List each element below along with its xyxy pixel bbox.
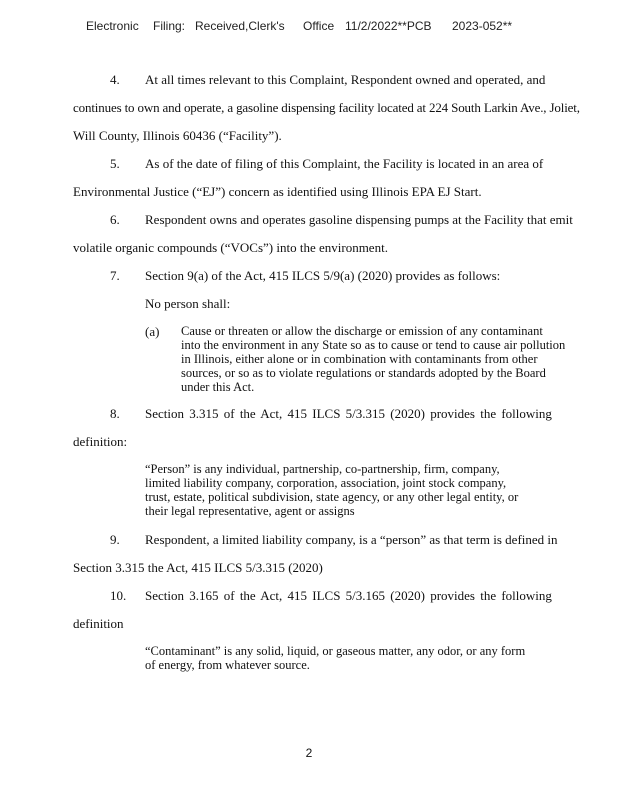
paragraph-7-line: Section 9(a) of the Act, 415 ILCS 5/9(a) (2020) provides as follows: bbox=[145, 268, 501, 283]
header-received: Received,Clerk's bbox=[195, 19, 285, 33]
paragraph-8-line: Section 3.315 of the Act, 415 ILCS 5/3.315 (2020) provides the following bbox=[145, 406, 552, 421]
paragraph-4-line: Will County, Illinois 60436 (“Facility”). bbox=[73, 128, 282, 143]
paragraph-5-line: As of the date of filing of this Complaint, the Facility is located in an area of bbox=[145, 156, 544, 171]
quoted-definition-contaminant bbox=[145, 644, 525, 672]
quote-line: under this Act. bbox=[181, 380, 255, 394]
quote-line: Cause or threaten or allow the discharge or emission of any contaminant bbox=[181, 324, 543, 338]
quote-line: their legal representative, agent or assigns bbox=[145, 504, 355, 518]
quote-line: of energy, from whatever source. bbox=[145, 658, 310, 672]
header-date: 11/2/2022**PCB bbox=[345, 19, 432, 33]
quote-line: in Illinois, either alone or in combination with contaminants from other bbox=[181, 352, 538, 366]
header-docket: 2023-052** bbox=[452, 19, 513, 33]
paragraph-number: 7. bbox=[110, 268, 120, 283]
quoted-statute-9a bbox=[181, 324, 565, 394]
paragraph-10-line: Section 3.165 of the Act, 415 ILCS 5/3.165 (2020) provides the following bbox=[145, 588, 552, 603]
quote-line: into the environment in any State so as to cause or tend to cause air pollution bbox=[181, 338, 566, 352]
page-number: 2 bbox=[305, 746, 313, 760]
paragraph-6-line: volatile organic compounds (“VOCs”) into the environment. bbox=[73, 240, 388, 255]
quote-line: sources, or so as to violate regulations or standards adopted by the Board bbox=[181, 366, 546, 380]
paragraph-4-line: continues to own and operate, a gasoline dispensing facility located at 224 South Larkin Ave., Joliet, bbox=[73, 100, 580, 115]
quote-item-label: (a) bbox=[145, 324, 160, 339]
quoted-definition-person bbox=[145, 462, 518, 518]
paragraph-number: 5. bbox=[110, 156, 120, 171]
quote-line: limited liability company, corporation, association, joint stock company, bbox=[145, 476, 507, 490]
paragraph-9-line: Respondent, a limited liability company, is a “person” as that term is defined in bbox=[145, 532, 558, 547]
paragraph-number: 8. bbox=[110, 406, 120, 421]
paragraph-7-intro: No person shall: bbox=[145, 296, 231, 311]
paragraph-number: 6. bbox=[110, 212, 120, 227]
paragraph-number: 10. bbox=[110, 588, 127, 603]
paragraph-5-line: Environmental Justice (“EJ”) concern as identified using Illinois EPA EJ Start. bbox=[73, 184, 482, 199]
paragraph-number: 9. bbox=[110, 532, 120, 547]
paragraph-10-line: definition bbox=[73, 616, 124, 631]
paragraph-6-line: Respondent owns and operates gasoline dispensing pumps at the Facility that emit bbox=[145, 212, 573, 227]
paragraph-4-line: At all times relevant to this Complaint, Respondent owned and operated, and bbox=[145, 72, 546, 87]
header-electronic: Electronic bbox=[86, 19, 139, 33]
quote-line: trust, estate, political subdivision, state agency, or any other legal entity, or bbox=[145, 490, 519, 504]
quote-line: “Person” is any individual, partnership, co-partnership, firm, company, bbox=[145, 462, 500, 476]
paragraph-number: 4. bbox=[110, 72, 120, 87]
header-office: Office bbox=[303, 19, 335, 33]
paragraph-8-line: definition: bbox=[73, 434, 128, 449]
paragraph-9-line: Section 3.315 the Act, 415 ILCS 5/3.315 (2020) bbox=[73, 560, 323, 575]
header-filing: Filing: bbox=[153, 19, 186, 33]
quote-line: “Contaminant” is any solid, liquid, or gaseous matter, any odor, or any form bbox=[145, 644, 526, 658]
